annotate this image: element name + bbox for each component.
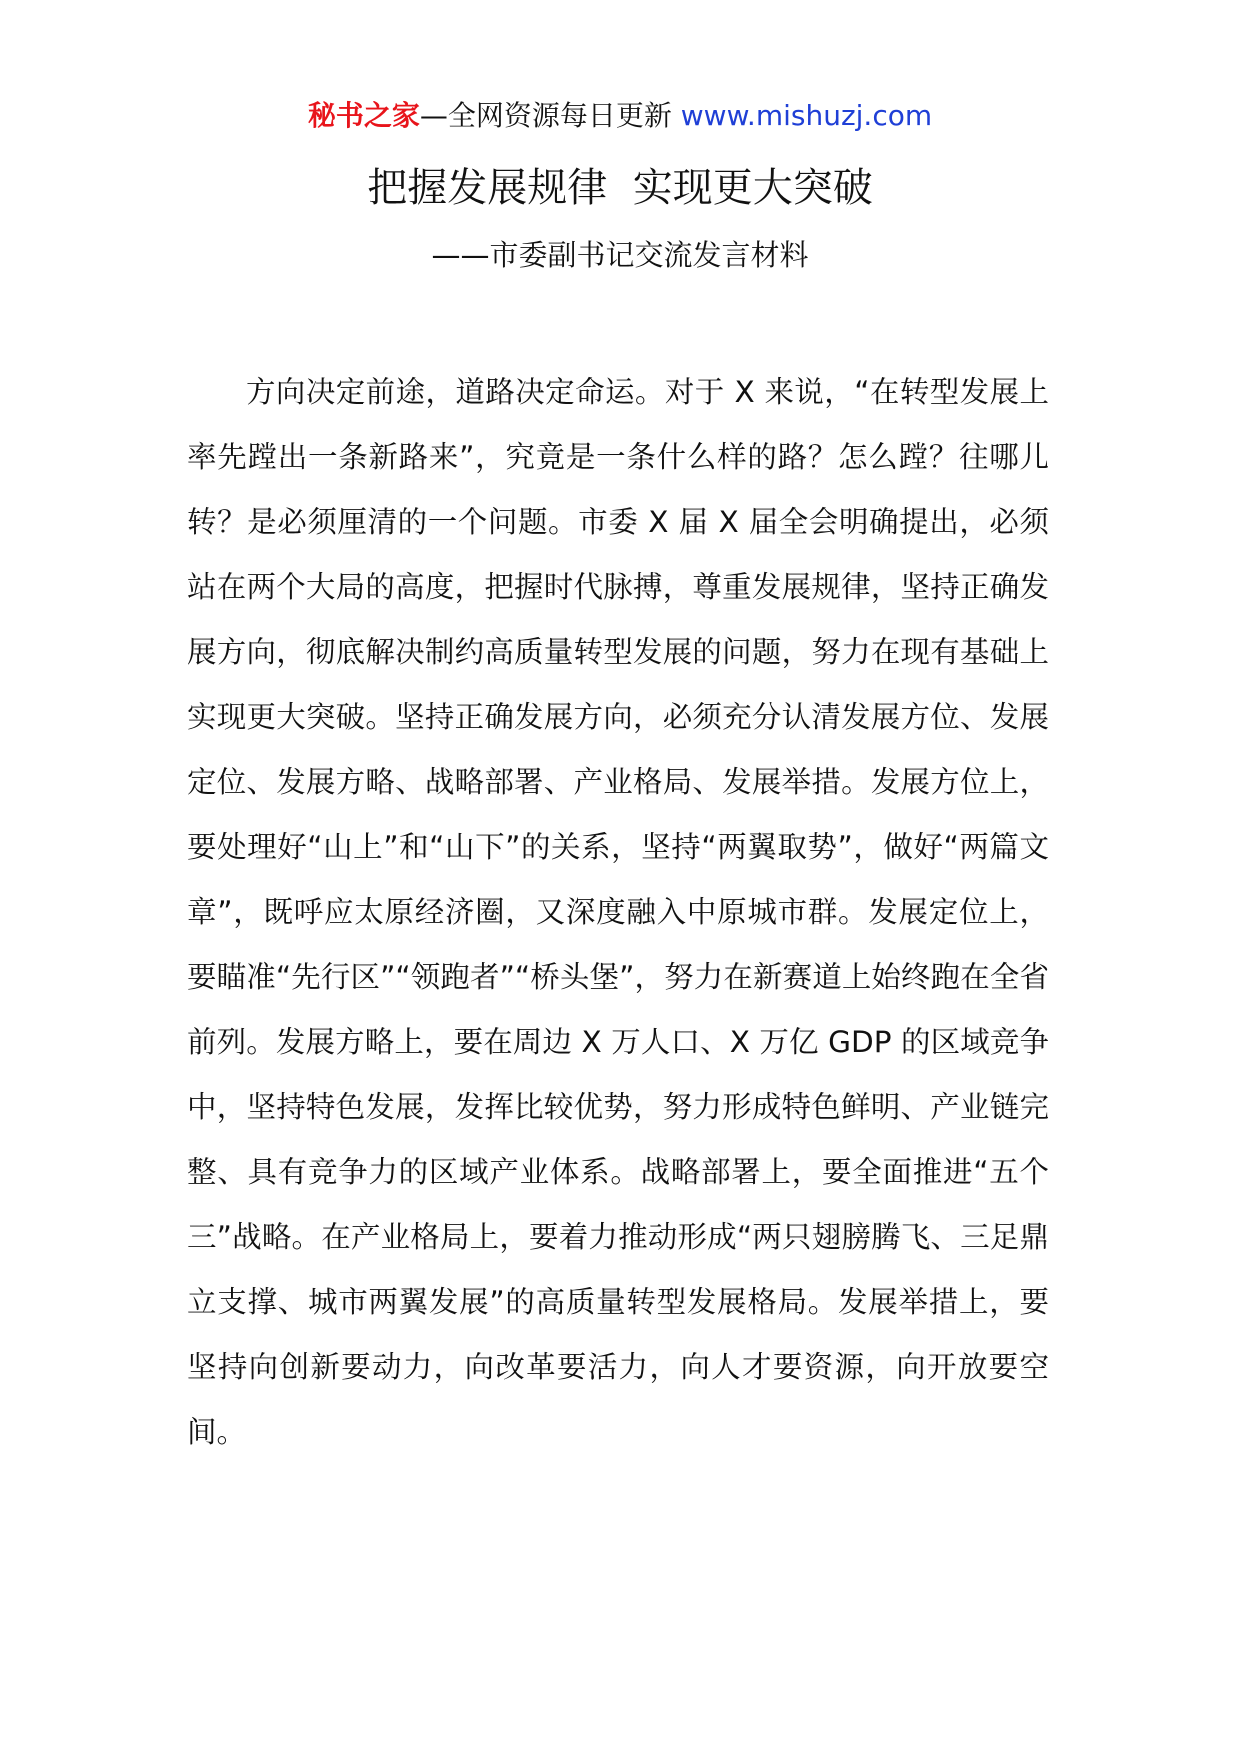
header-slogan: —全网资源每日更新 <box>419 99 681 132</box>
document-subtitle: ——市委副书记交流发言材料 <box>431 238 809 272</box>
document-title: 把握发展规律 实现更大突破 <box>367 165 873 211</box>
brand-name: 秘书之家 <box>307 99 420 132</box>
site-header <box>0 96 1240 136</box>
body-paragraph: 方向决定前途，道路决定命运。对于 X 来说，“在转型发展上率先蹚出一条新路来”，究竟是一条什么样的路？怎么蹚？往哪儿转？是必须厘清的一个问题。市委 X 届 X 届全会明确提出，必须站在两个大局的高度，把握时代脉搏，尊重发展规律，坚持正确发展方向，彻底解决制约高质量转型发展的问题，努力在现有基础上实现更大突破。坚持正确发展方向，必须充分认清发展方位、发展定位、发展方略、战略部署、产业格局、发展举措。发展方位上，要处理好“山上”和“山下”的关系，坚持“两翼取势”，做好“两篇文章”，既呼应太原经济圈，又深度融入中原城市群。发展定位上，要瞄准“先行区”“领跑者”“桥头堡”，努力在新赛道上始终跑在全省前列。发展方略上，要在周边 X 万人口、X 万亿 GDP 的区域竞争中，坚持特色发展，发挥比较优势，努力形成特色鲜明、产业链完整、具有竞争力的区域产业体系。战略部署上，要全面推进“五个三”战略。在产业格局上，要着力推动形成“两只翅膀腾飞、三足鼎立支撑、城市两翼发展”的高质量转型发展格局。发展举措上，要坚持向创新要动力，向改革要活力，向人才要资源，向开放要空间。 <box>187 375 1049 1449</box>
site-url-link[interactable]: www.mishuzj.com <box>680 99 933 132</box>
